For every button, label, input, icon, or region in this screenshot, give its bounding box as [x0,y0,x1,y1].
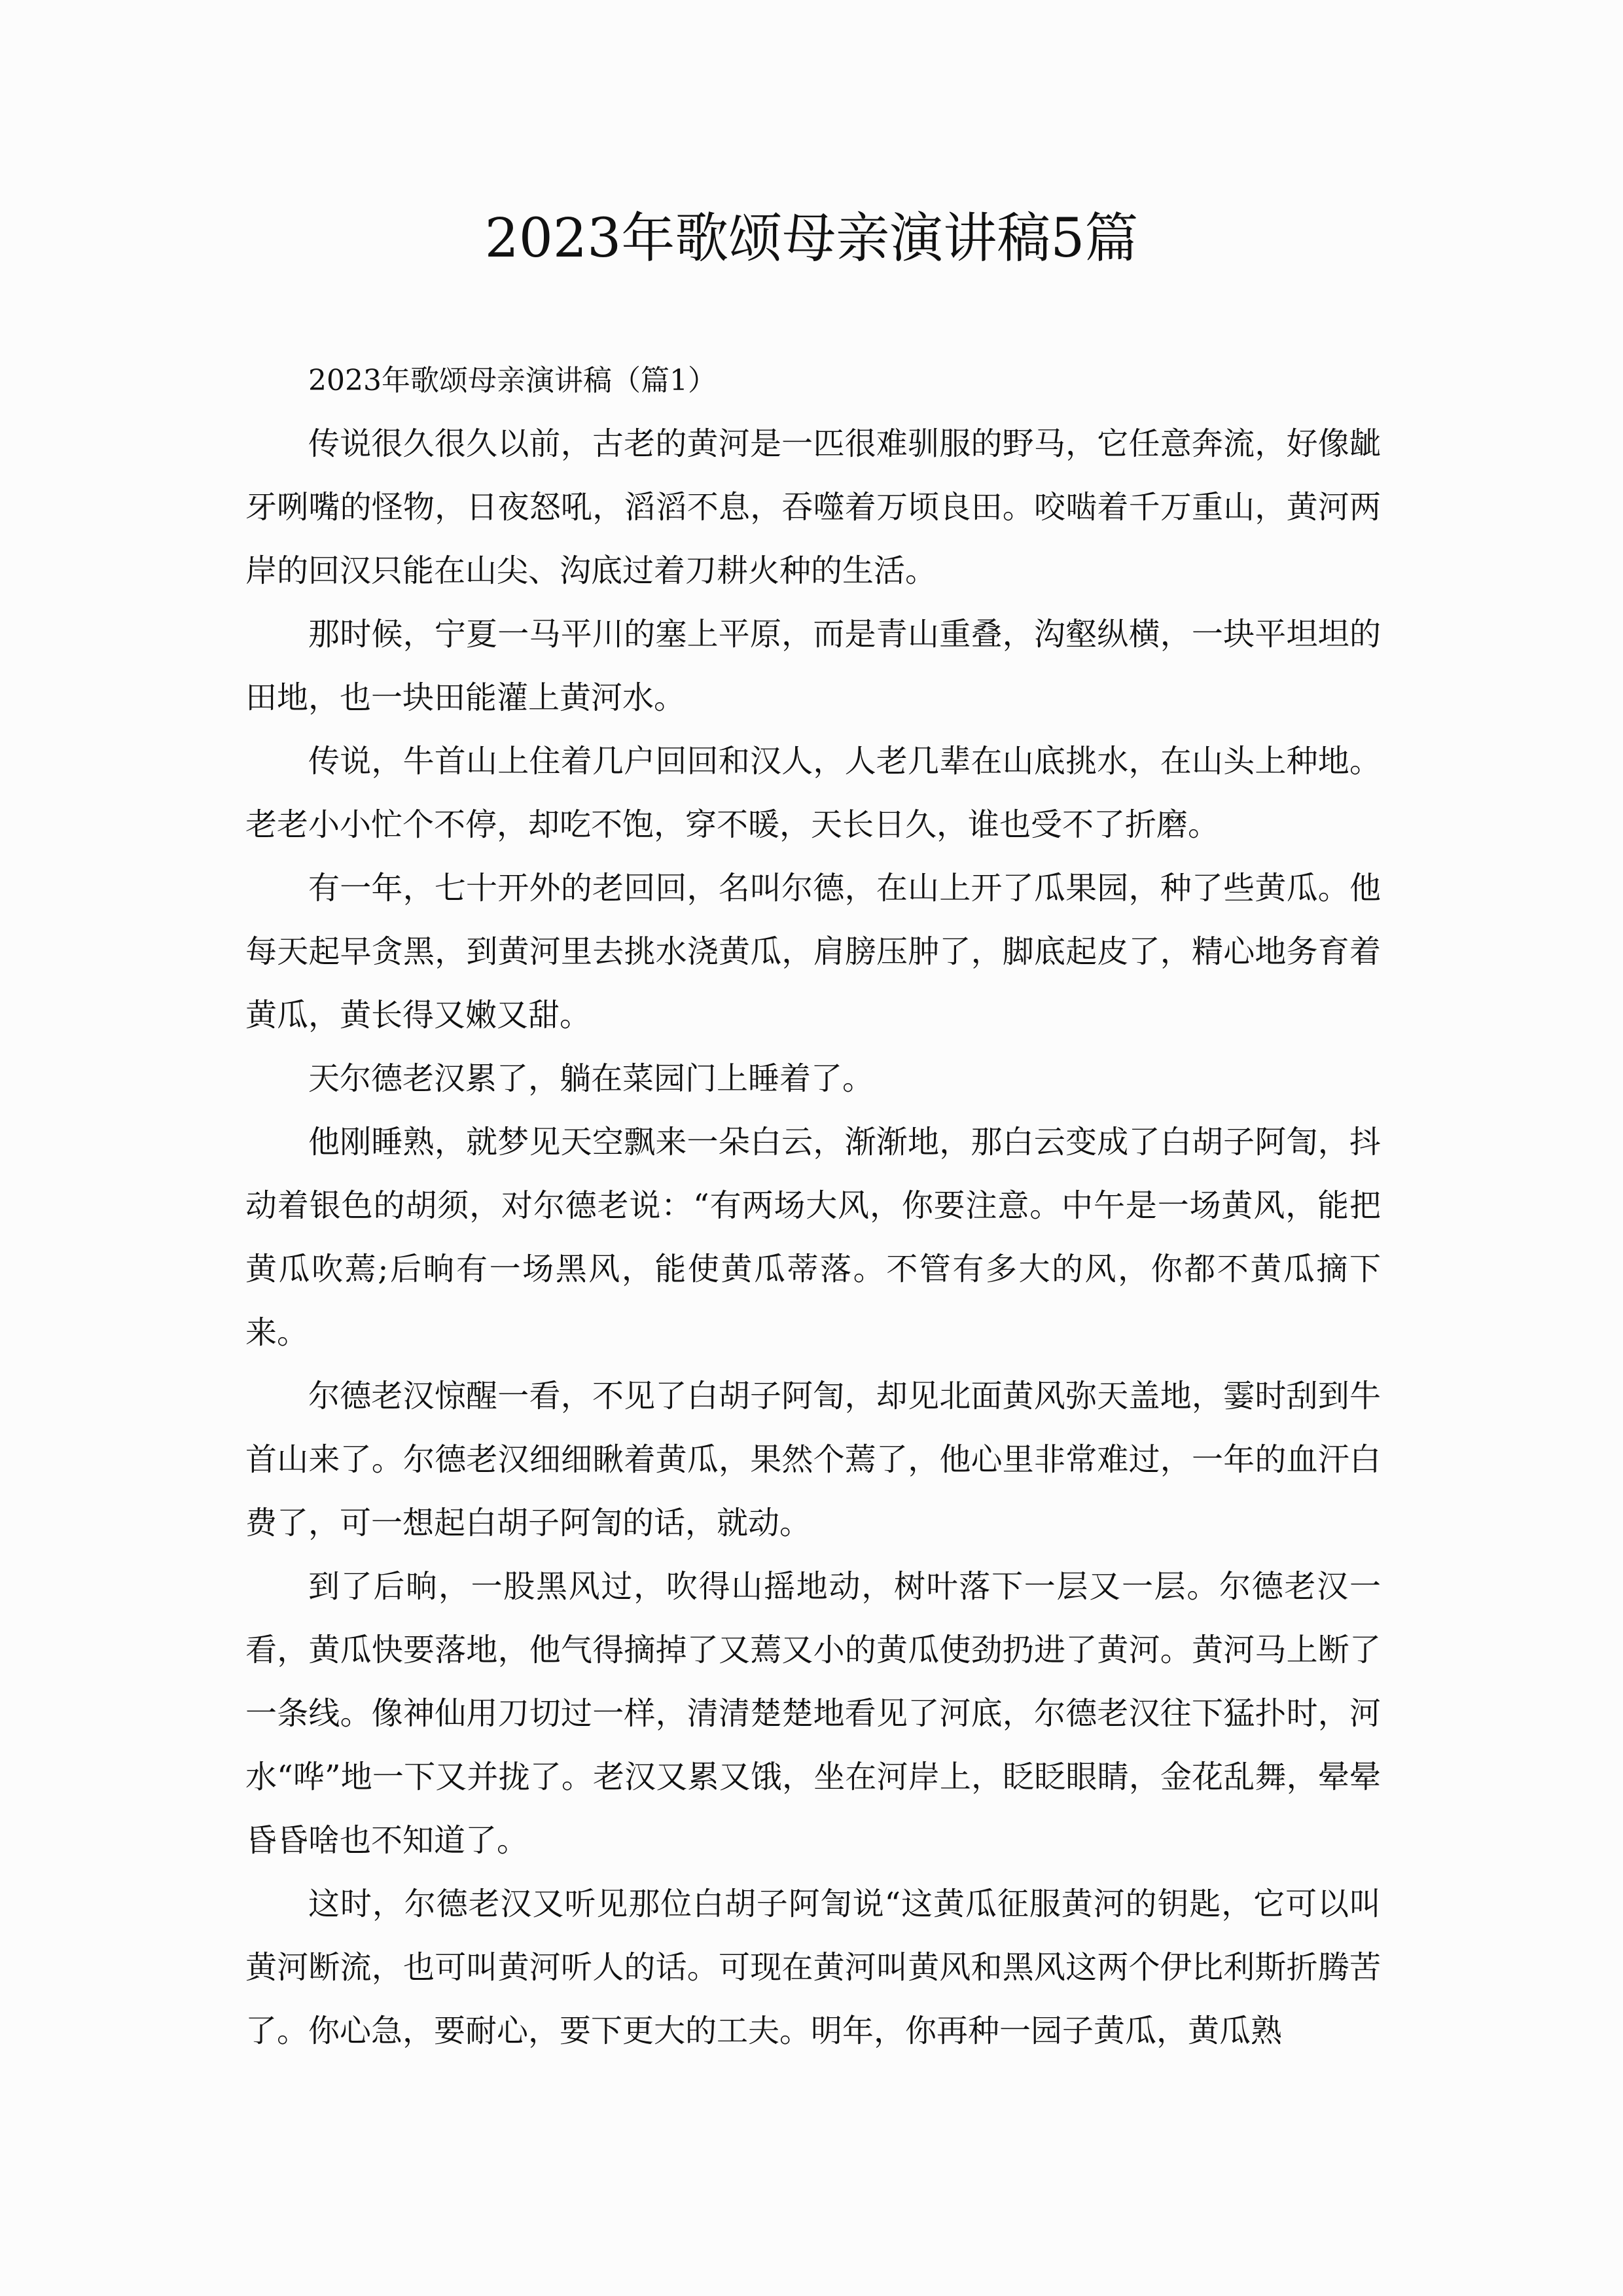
paragraph: 传说，牛首山上住着几户回回和汉人，人老几辈在山底挑水，在山头上种地。老老小小忙个不停，却吃不饱，穿不暖，天长日久，谁也受不了折磨。 [245,743,1381,843]
document-title: 2023年歌颂母亲演讲稿5篇 [484,207,1139,270]
paragraph: 尔德老汉惊醒一看，不见了白胡子阿訇，却见北面黄风弥天盖地，霎时刮到牛首山来了。尔德老汉细细瞅着黄瓜，果然个蔫了，他心里非常难过，一年的血汗白费了，可一想起白胡子阿訇的话，就动。 [245,1378,1381,1541]
paragraph: 到了后晌，一股黑风过，吹得山摇地动，树叶落下一层又一层。尔德老汉一看，黄瓜快要落地，他气得摘掉了又蔫又小的黄瓜使劲扔进了黄河。黄河马上断了一条线。像神仙用刀切过一样，清清楚楚地看见了河底，尔德老汉往下猛扑时，河水“哗”地一下又并拢了。老汉又累又饿，坐在河岸上，眨眨眼睛，金花乱舞，晕晕昏昏啥也不知道了。 [245,1568,1381,1859]
paragraph: 传说很久很久以前，古老的黄河是一匹很难驯服的野马，它任意奔流，好像龇牙咧嘴的怪物，日夜怒吼，滔滔不息，吞噬着万顷良田。咬啮着千万重山，黄河两岸的回汉只能在山尖、沟底过着刀耕火种的生活。 [245,425,1381,589]
paragraph: 他刚睡熟，就梦见天空飘来一朵白云，渐渐地，那白云变成了白胡子阿訇，抖动着银色的胡须，对尔德老说：“有两场大风，你要注意。中午是一场黄风，能把黄瓜吹蔫;后晌有一场黑风，能使黄瓜蒂落。不管有多大的风，你都不黄瓜摘下来。 [245,1124,1381,1351]
paragraph: 那时候，宁夏一马平川的塞上平原，而是青山重叠，沟壑纵横，一块平坦坦的田地，也一块田能灌上黄河水。 [245,616,1381,716]
paragraph: 天尔德老汉累了，躺在菜园门上睡着了。 [308,1060,874,1097]
document-body [245,349,1381,2063]
paragraph: 有一年，七十开外的老回回，名叫尔德，在山上开了瓜果园，种了些黄瓜。他每天起早贪黑，到黄河里去挑水浇黄瓜，肩膀压肿了，脚底起皮了，精心地务育着黄瓜，黄长得又嫩又甜。 [245,870,1381,1033]
section-heading: 2023年歌颂母亲演讲稿（篇1） [308,364,717,397]
paragraph: 这时，尔德老汉又听见那位白胡子阿訇说“这黄瓜征服黄河的钥匙，它可以叫黄河断流，也可叫黄河听人的话。可现在黄河叫黄风和黑风这两个伊比利斯折腾苦了。你心急，要耐心，要下更大的工夫。明年，你再种一园子黄瓜，黄瓜熟 [245,1886,1381,2049]
